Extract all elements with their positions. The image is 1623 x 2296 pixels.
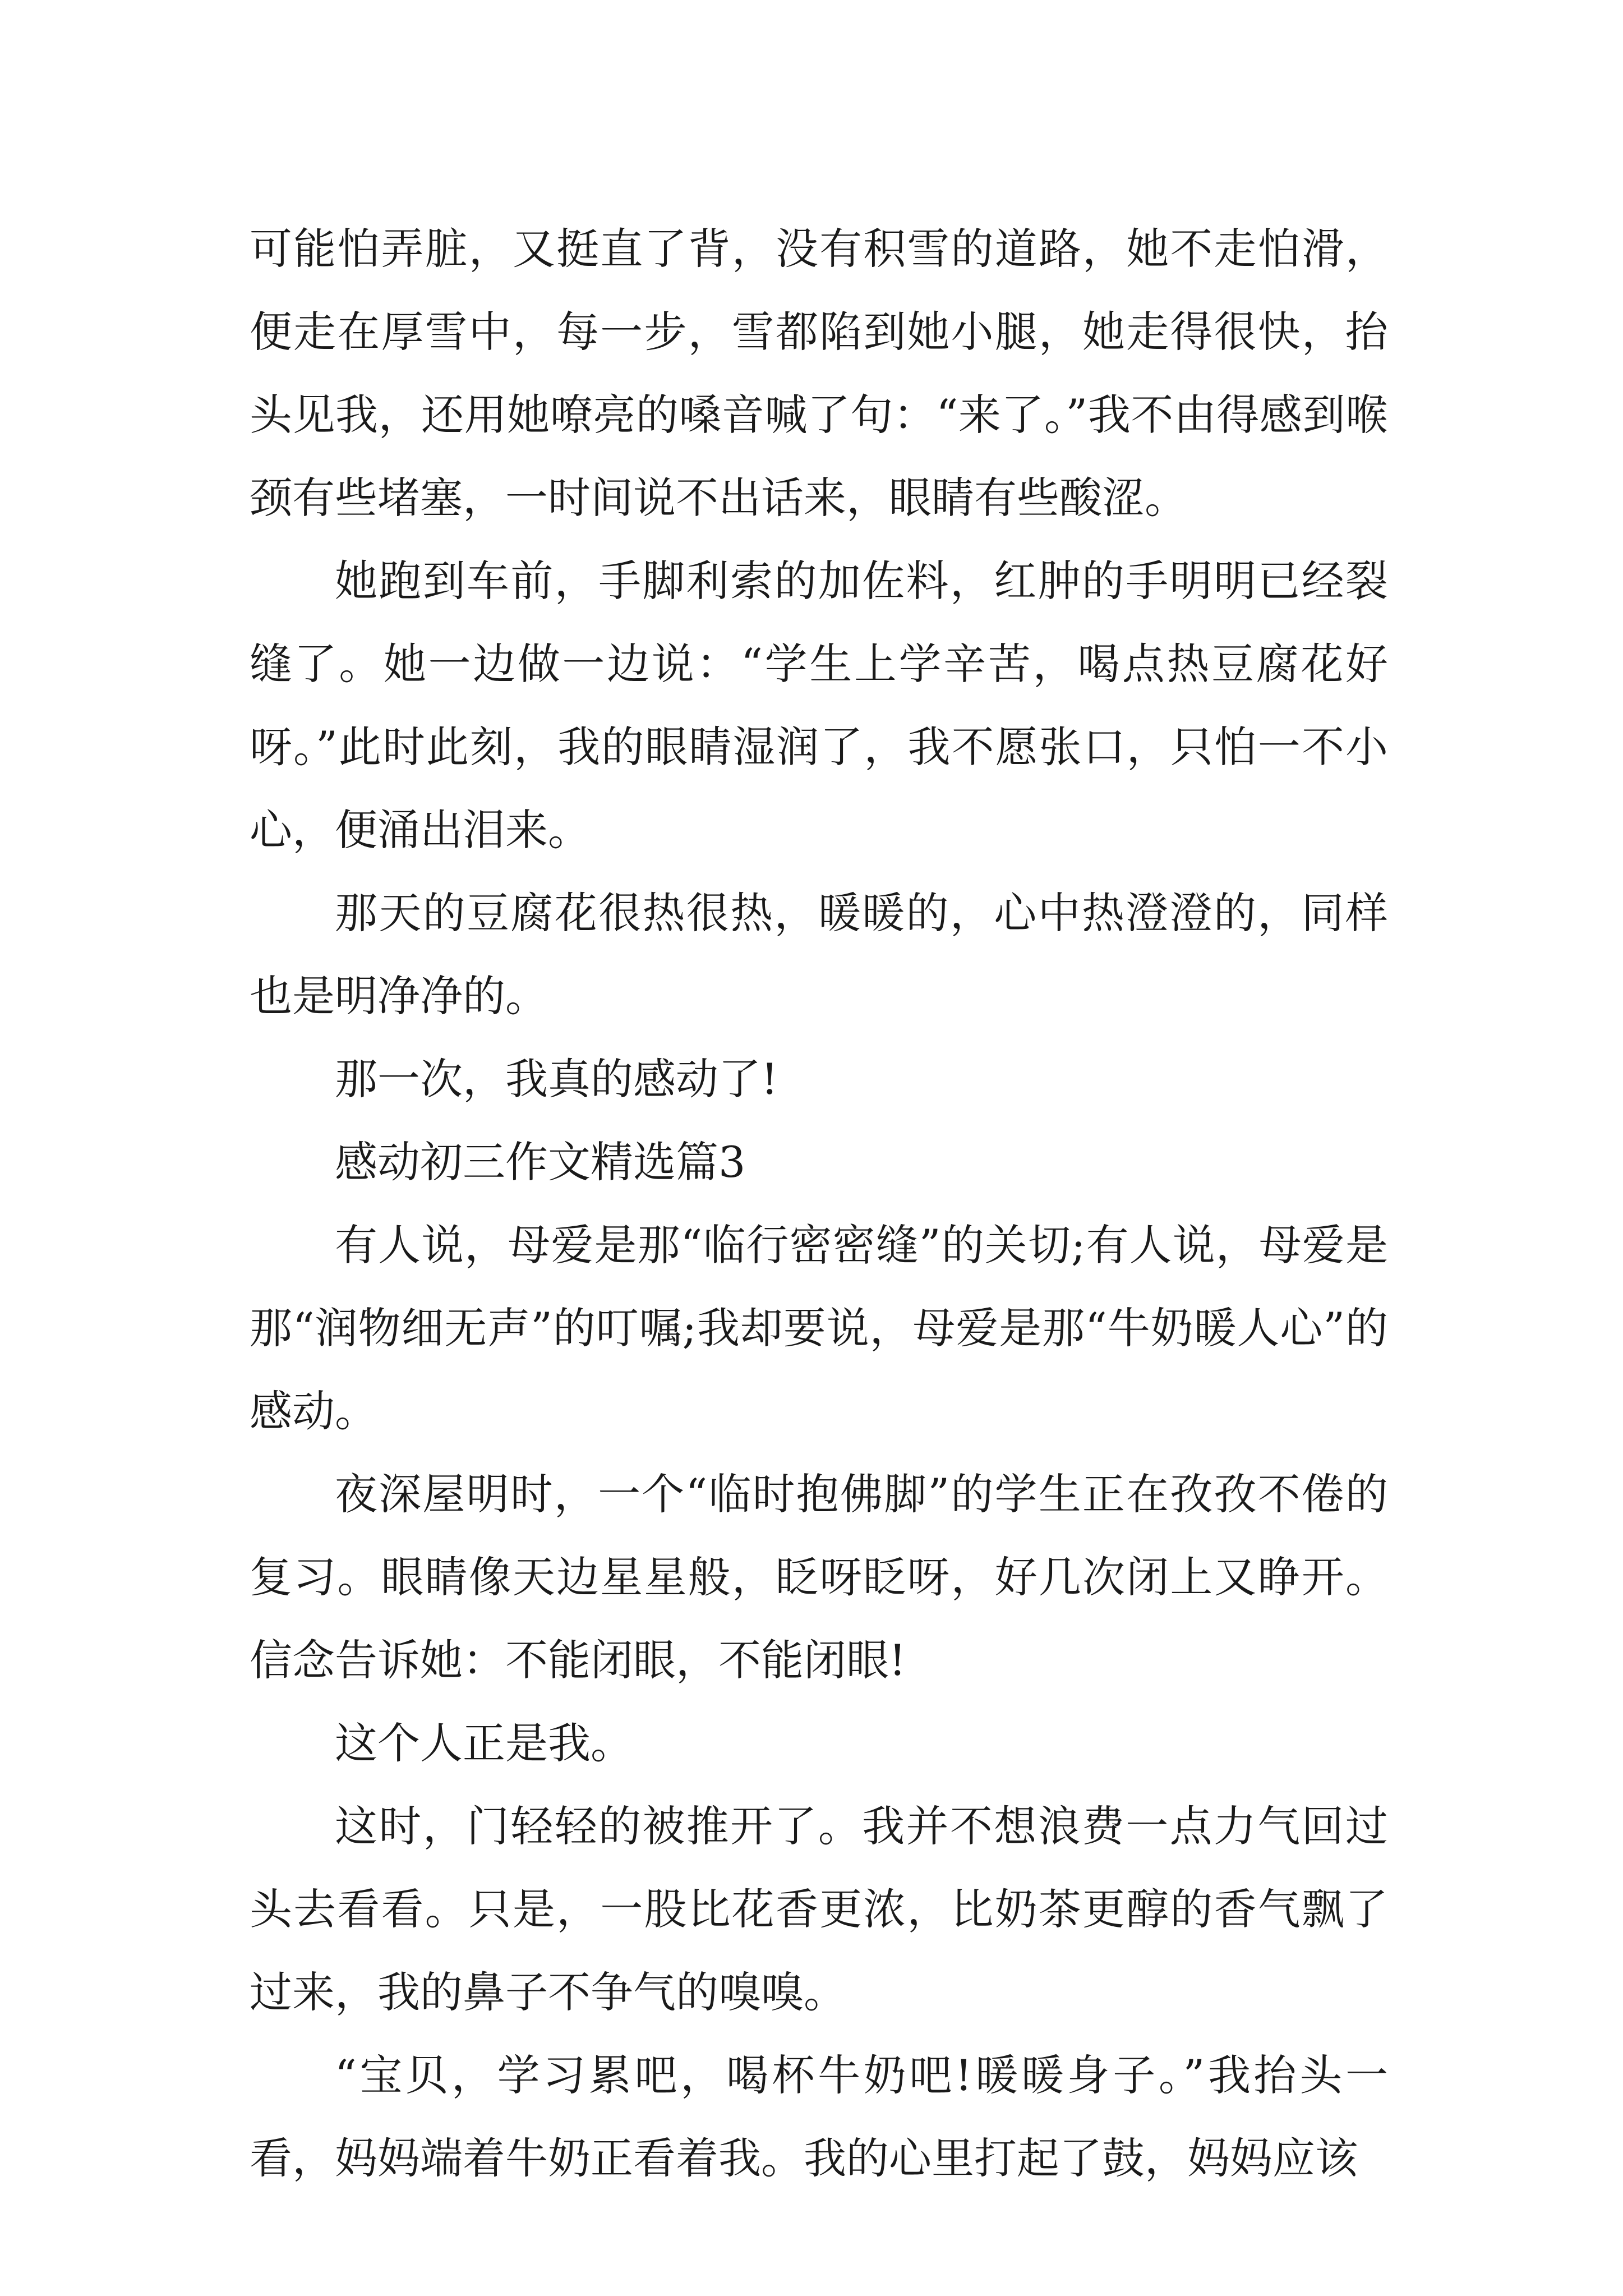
paragraph-9: “宝贝，学习累吧，喝杯牛奶吧!暖暖身子。”我抬头一看，妈妈端着牛奶正看着我。我的心里打起了鼓，妈妈应该 bbox=[250, 2050, 1388, 2183]
section-heading: 感动初三作文精选篇3 bbox=[335, 1137, 746, 1187]
paragraph-3: 那天的豆腐花很热很热，暖暖的，心中热澄澄的，同样也是明净净的。 bbox=[250, 888, 1388, 1021]
paragraph-8: 这时，门轻轻的被推开了。我并不想浪费一点力气回过头去看看。只是，一股比花香更浓，比奶茶更醇的香气飘了过来，我的鼻子不争气的嗅嗅。 bbox=[250, 1801, 1388, 2017]
paragraph-1: 可能怕弄脏，又挺直了背，没有积雪的道路，她不走怕滑，便走在厚雪中，每一步，雪都陷到她小腿，她走得很快，抬头见我，还用她嘹亮的嗓音喊了句：“来了。”我不由得感到喉颈有些堵塞，一时间说不出话来，眼睛有些酸涩。 bbox=[250, 224, 1388, 523]
paragraph-2: 她跑到车前，手脚利索的加佐料，红肿的手明明已经裂缝了。她一边做一边说：“学生上学辛苦，喝点热豆腐花好呀。”此时此刻，我的眼睛湿润了，我不愿张口，只怕一不小心，便涌出泪来。 bbox=[250, 556, 1388, 855]
paragraph-5: 有人说，母爱是那“临行密密缝”的关切;有人说，母爱是那“润物细无声”的叮嘱;我却要说，母爱是那“牛奶暖人心”的感动。 bbox=[250, 1220, 1388, 1436]
paragraph-6: 夜深屋明时，一个“临时抱佛脚”的学生正在孜孜不倦的复习。眼睛像天边星星般，眨呀眨呀，好几次闭上又睁开。信念告诉她：不能闭眼，不能闭眼! bbox=[250, 1469, 1388, 1685]
paragraph-7: 这个人正是我。 bbox=[335, 1718, 633, 1768]
paragraph-4: 那一次，我真的感动了! bbox=[335, 1054, 778, 1104]
body-text bbox=[250, 208, 1388, 2200]
